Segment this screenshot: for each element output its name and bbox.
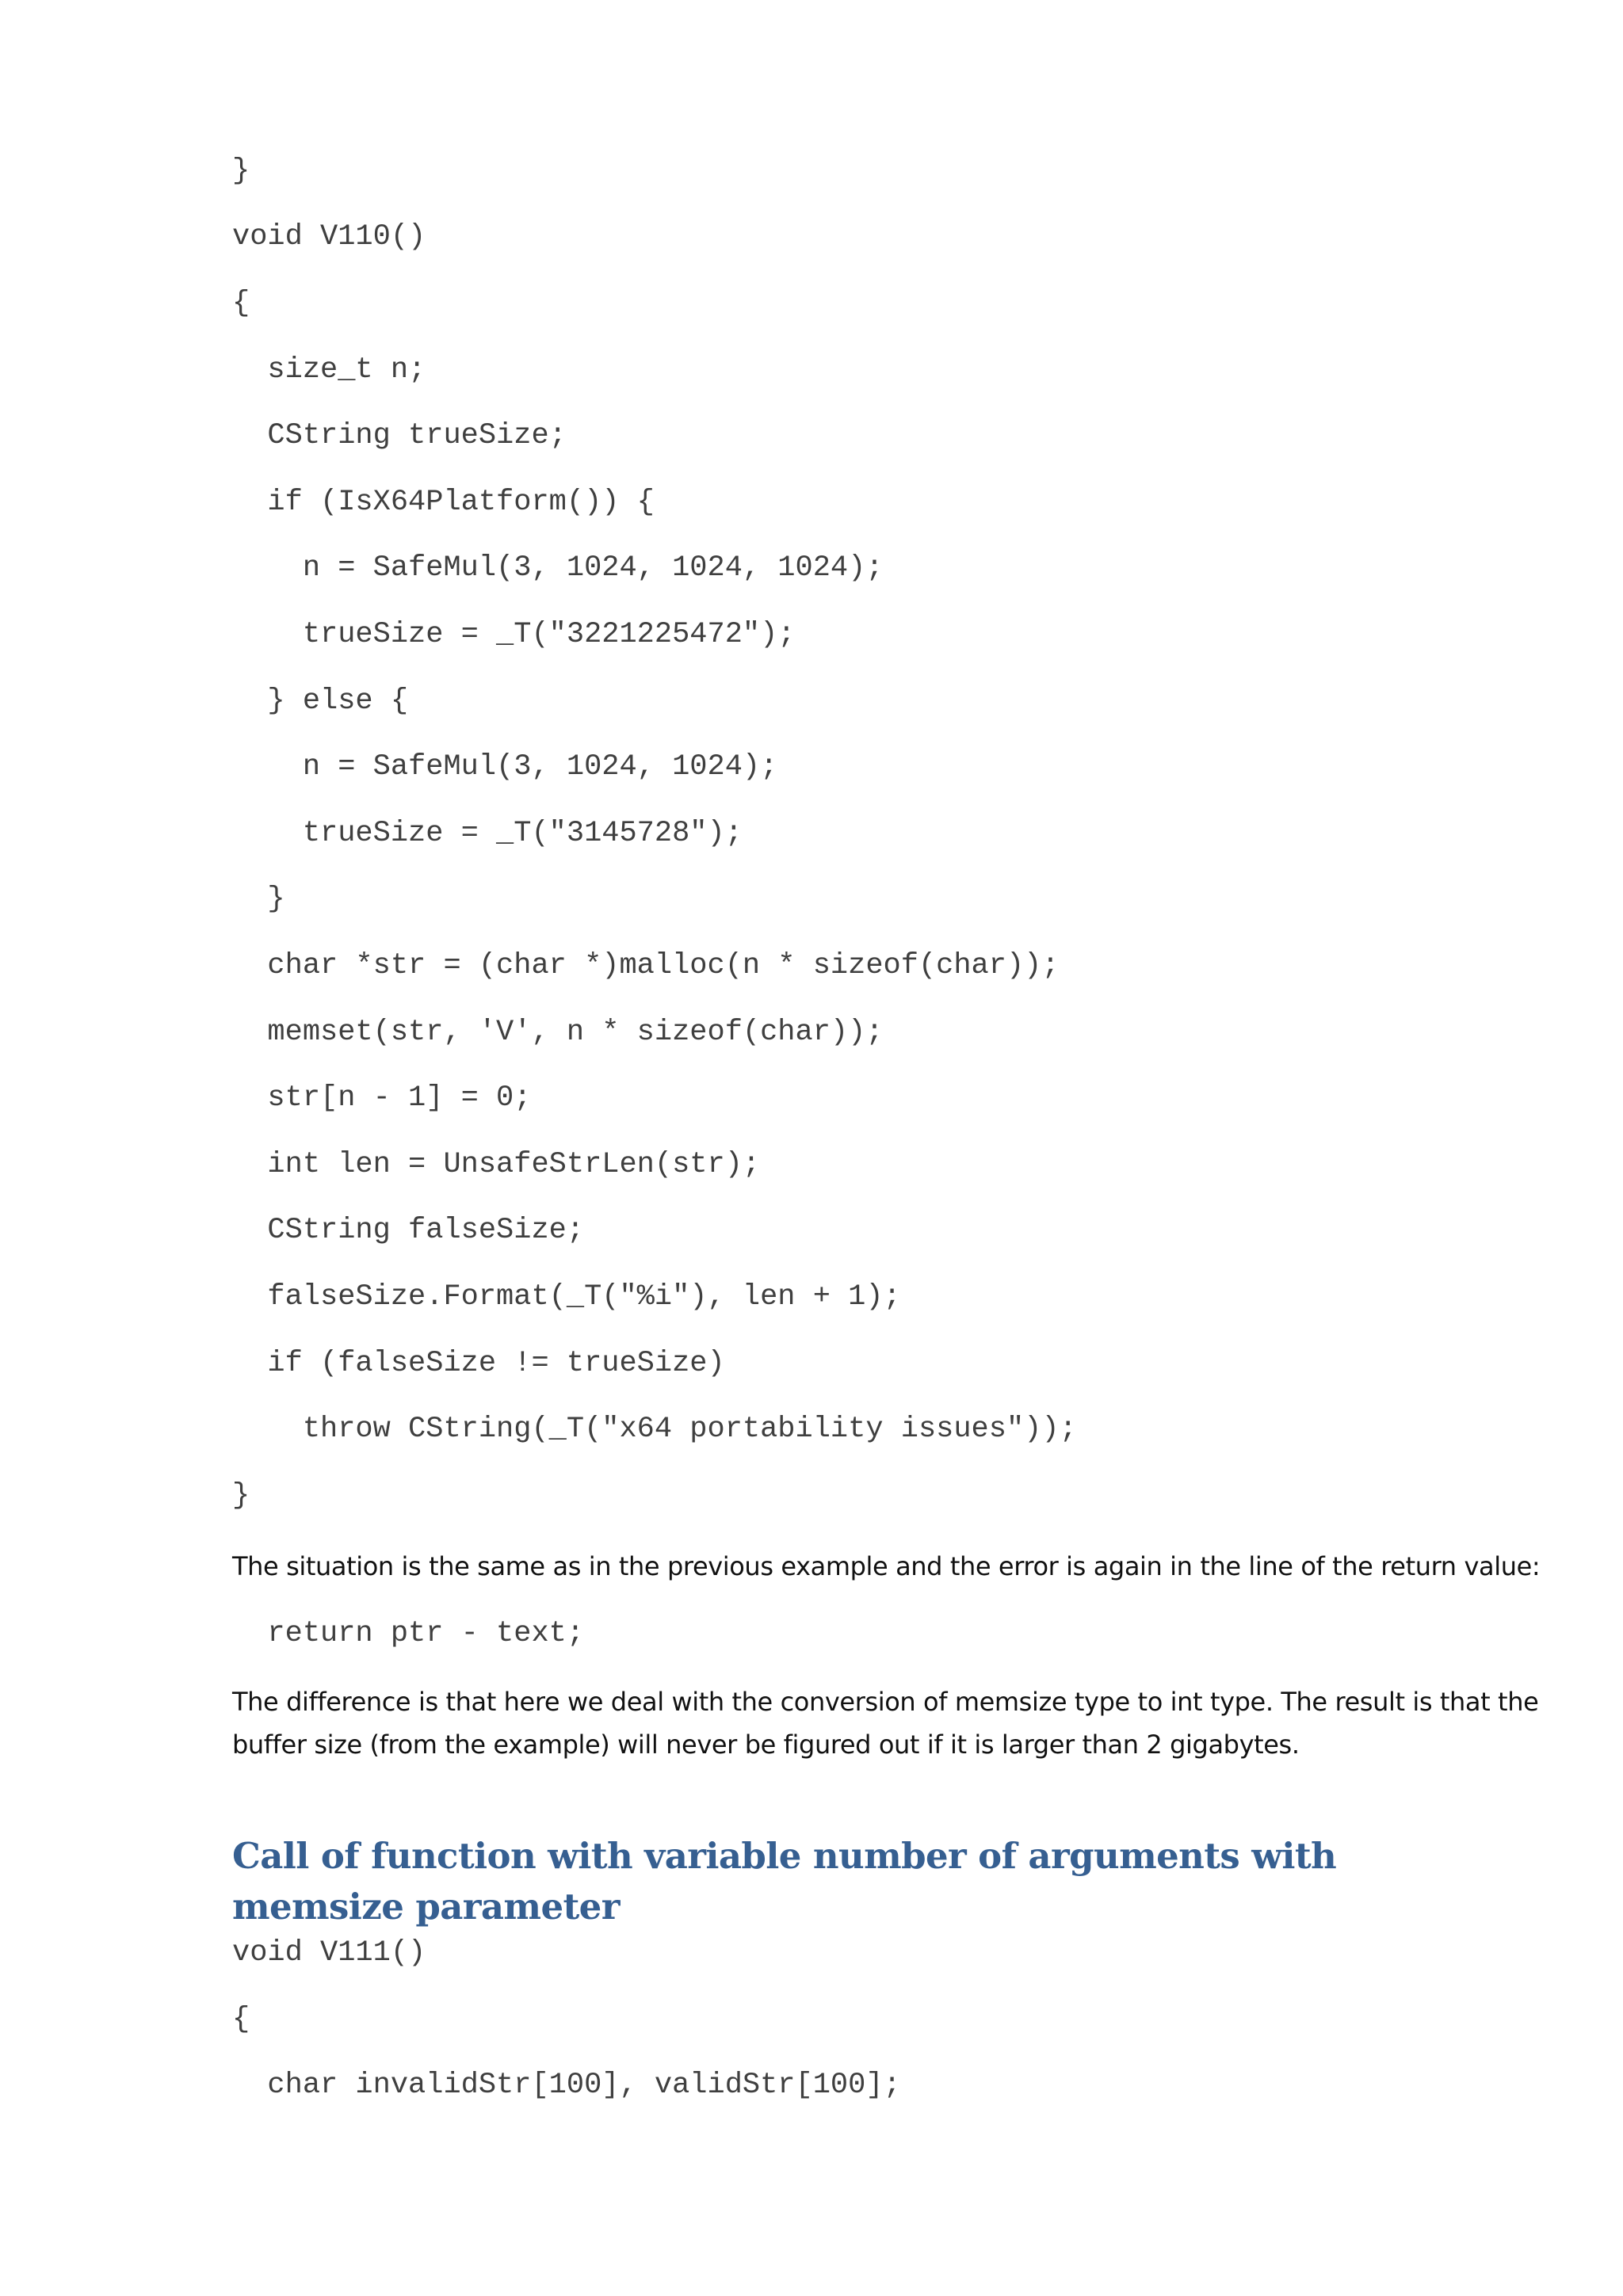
code-line: }: [232, 154, 250, 188]
code-line: int len = UnsafeStrLen(str);: [232, 1148, 761, 1181]
code-line: throw CString(_T("x64 portability issues"));: [232, 1413, 1077, 1446]
code-line: n = SafeMul(3, 1024, 1024);: [232, 750, 778, 784]
body-paragraph: The difference is that here we deal with the conversion of memsize type to int type. The result is that the buffer size (from the example) will never be figured out if it is larger than 2 gigabytes.: [232, 1687, 1539, 1760]
code-line: if (falseSize != trueSize): [232, 1347, 725, 1380]
code-line: n = SafeMul(3, 1024, 1024, 1024);: [232, 551, 884, 585]
code-line: void V110(): [232, 220, 426, 254]
code-line: }: [232, 883, 285, 916]
code-line-return: return ptr - text;: [232, 1617, 585, 1650]
code-line: {: [232, 2003, 250, 2036]
code-line: char *str = (char *)malloc(n * sizeof(char));: [232, 949, 1060, 982]
code-line: } else {: [232, 685, 409, 718]
code-line: if (IsX64Platform()) {: [232, 486, 655, 519]
code-line: memset(str, 'V', n * sizeof(char));: [232, 1016, 884, 1049]
code-line: CString trueSize;: [232, 419, 567, 452]
code-line: CString falseSize;: [232, 1214, 585, 1247]
code-line: char invalidStr[100], validStr[100];: [232, 2069, 901, 2102]
code-line: void V111(): [232, 1936, 426, 1970]
code-line: str[n - 1] = 0;: [232, 1081, 532, 1115]
code-line: trueSize = _T("3221225472");: [232, 618, 796, 651]
code-line: size_t n;: [232, 353, 426, 387]
code-line: trueSize = _T("3145728");: [232, 817, 743, 850]
section-heading: Call of function with variable number of arguments with memsize parameter: [232, 1835, 1337, 1928]
code-line: {: [232, 287, 250, 320]
body-paragraph: The situation is the same as in the previous example and the error is again in the line of the return value:: [232, 1551, 1541, 1581]
code-line: }: [232, 1479, 250, 1512]
code-line: falseSize.Format(_T("%i"), len + 1);: [232, 1280, 901, 1314]
